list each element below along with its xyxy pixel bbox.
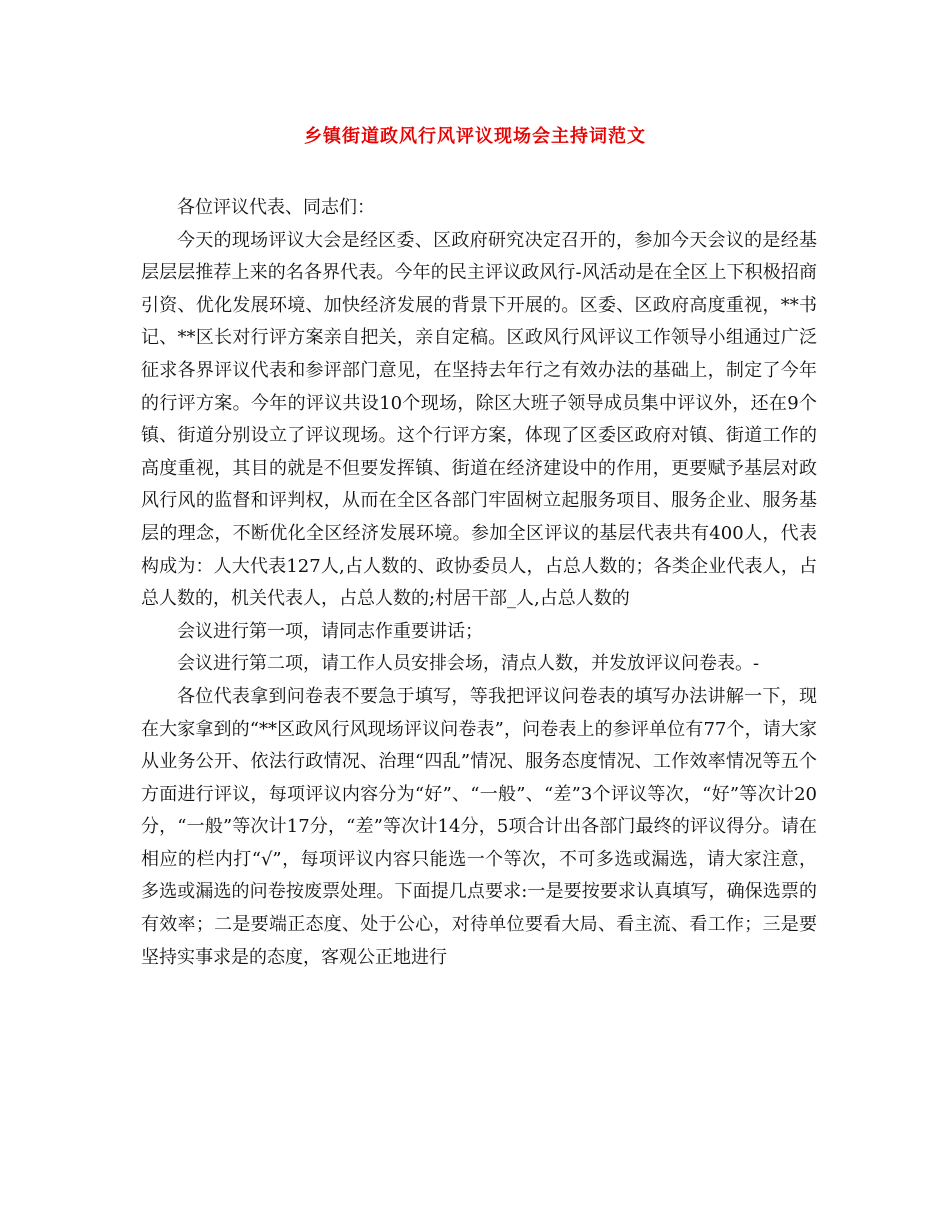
paragraph-opening: 今天的现场评议大会是经区委、区政府研究决定召开的，参加今天会议的是经基层层层推荐上来的名各界代表。今年的民主评议政风行-风活动是在全区上下积极招商引资、优化发展环境、加快经济发展的背景下开展的。区委、区政府高度重视，**书记、**区长对行评方案亲自把关，亲自定稿。区政风行风评议工作领导小组通过广泛征求各界评议代表和参评部门意见，在坚持去年行之有效办法的基础上，制定了今年的行评方案。今年的评议共设10个现场，除区大班子领导成员集中评议外，还在9个镇、街道分别设立了评议现场。这个行评方案，体现了区委区政府对镇、街道工作的高度重视，其目的就是不但要发挥镇、街道在经济建设中的作用，更要赋予基层对政风行风的监督和评判权，从而在全区各部门牢固树立起服务项目、服务企业、服务基层的理念，不断优化全区经济发展环境。参加全区评议的基层代表共有400人，代表构成为：人大代表127人,占人数的、政协委员人，占总人数的；各类企业代表人，占总人数的，机关代表人，占总人数的;村居干部_人,占总人数的 [141, 229, 817, 610]
paragraph-salutation: 各位评议代表、同志们： [177, 197, 375, 218]
document-body [141, 192, 817, 974]
paragraph-agenda-item-1: 会议进行第一项，请同志作重要讲话； [177, 620, 483, 642]
paragraph-agenda-item-2: 会议进行第二项，请工作人员安排会场，清点人数，并发放评议问卷表。- [177, 653, 760, 675]
paragraph-questionnaire-instructions: 各位代表拿到问卷表不要急于填写，等我把评议问卷表的填写办法讲解一下，现在大家拿到的“**区政风行风现场评议问卷表”，问卷表上的参评单位有77个，请大家从业务公开、依法行政情况、治理“四乱”情况、服务态度情况、工作效率情况等五个方面进行评议，每项评议内容分为“好”、“一般”、“差”3个评议等次，“好”等次计20分，“一般”等次计17分，“差”等次计14分，5项合计出各部门最终的评议得分。请在相应的栏内打“√”，每项评议内容只能选一个等次，不可多选或漏选，请大家注意，多选或漏选的问卷按废票处理。下面提几点要求:一是要按要求认真填写，确保选票的有效率；二是要端正态度、处于公心，对待单位要看大局、看主流、看工作；三是要坚持实事求是的态度，客观公正地进行 [141, 685, 817, 968]
document-title: 乡镇街道政风行风评议现场会主持词范文 [304, 126, 646, 147]
